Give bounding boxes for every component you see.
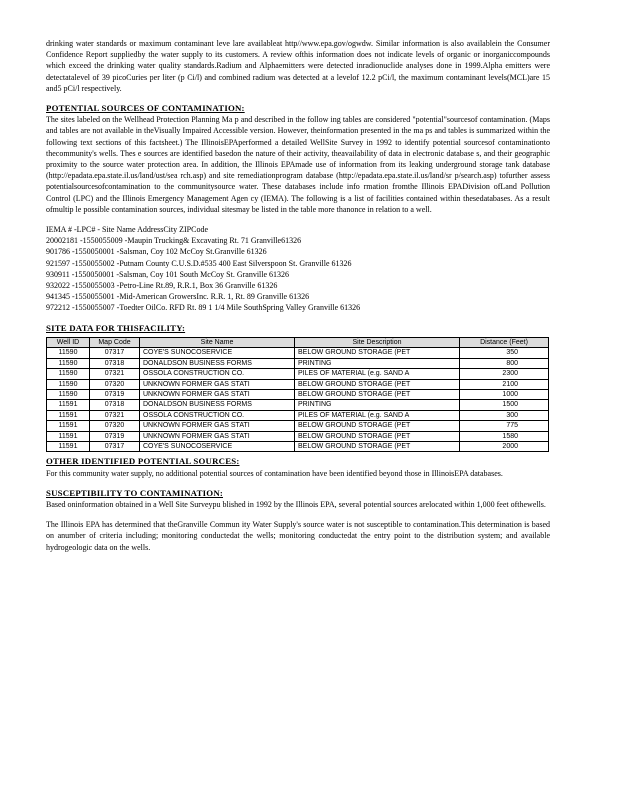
cell-well-id: 11590 bbox=[47, 369, 90, 379]
cell-site-name: COYE'S SUNOCOSERVICE bbox=[140, 348, 295, 358]
susceptibility-body-1: Based oninformation obtained in a Well Site Surveypu blished in 1992 by the Illinois EPA, several potential sources arelocated within 1,000 feet ofthewells. bbox=[46, 499, 546, 509]
potential-sources-heading: POTENTIAL SOURCES OF CONTAMINATION: bbox=[46, 103, 245, 114]
table-row bbox=[47, 389, 549, 399]
cell-map-code: 07317 bbox=[90, 441, 140, 451]
cell-well-id: 11591 bbox=[47, 441, 90, 451]
cell-map-code: 07321 bbox=[90, 410, 140, 420]
cell-site-name: OSSOLA CONSTRUCTION CO. bbox=[140, 410, 295, 420]
table-row bbox=[47, 410, 549, 420]
iepa-facility-list bbox=[46, 224, 550, 314]
susceptibility-heading: SUSCEPTIBILITY TO CONTAMINATION: bbox=[46, 487, 223, 498]
site-data-table bbox=[46, 337, 549, 452]
cell-site-name: COYE'S SUNOCOSERVICE bbox=[140, 441, 295, 451]
cell-distance: 775 bbox=[460, 421, 549, 431]
table-row bbox=[47, 369, 549, 379]
susceptibility-body-2: The Illinois EPA has determined that theGranville Commun ity Water Supply's source water is not susceptible to contamination.This determination is based on anumber of criteria including; monitoring conductedat the wells; monitoring conductedat the entry point to the distribution system; and available hydrogeologic data on the wells. bbox=[46, 520, 550, 552]
cell-well-id: 11591 bbox=[47, 431, 90, 441]
cell-site-description: PRINTING bbox=[295, 400, 460, 410]
column-header: Distance (Feet) bbox=[460, 337, 549, 347]
cell-map-code: 07318 bbox=[90, 358, 140, 368]
table-row bbox=[47, 421, 549, 431]
iepa-list-row: 20002181 -1550055009 -Maupin Trucking& Excavating Rt. 71 Granville61326 bbox=[46, 236, 302, 246]
table-row bbox=[47, 358, 549, 368]
cell-site-description: BELOW GROUND STORAGE (PET bbox=[295, 421, 460, 431]
cell-map-code: 07321 bbox=[90, 369, 140, 379]
column-header: Map Code bbox=[90, 337, 140, 347]
table-row bbox=[47, 348, 549, 358]
cell-site-description: BELOW GROUND STORAGE (PET bbox=[295, 348, 460, 358]
table-row bbox=[47, 400, 549, 410]
cell-site-name: DONALDSON BUSINESS FORMS bbox=[140, 400, 295, 410]
table-row bbox=[47, 431, 549, 441]
cell-site-description: BELOW GROUND STORAGE (PET bbox=[295, 379, 460, 389]
intro-paragraph: drinking water standards or maximum contaminant leve lare availableat http//www.epa.gov/ogwdw. Similar information is also availablein the Consumer Confidence Report suppliedby the water supply to its customers. A review ofthis information does not indicate levels of organic or inorganiccompounds which exceed the drinking water quality standards.Radium and Alphaemitters were detected inradionuclide analyses done in 1999.Alpha emitters were detectatalevel of 39 picoCuries per liter (p Ci/l) and combined radium was detected at a levelof 12.2 pCi/l, the maximum contaminant levels(MCL)are 15 and5 pCi/l respectively. bbox=[46, 39, 550, 93]
column-header: Site Name bbox=[140, 337, 295, 347]
cell-distance: 1000 bbox=[460, 389, 549, 399]
site-data-heading: SITE DATA FOR THISFACILITY: bbox=[46, 322, 186, 333]
cell-map-code: 07320 bbox=[90, 421, 140, 431]
table-header-row bbox=[47, 337, 549, 347]
cell-site-description: PRINTING bbox=[295, 358, 460, 368]
cell-site-description: PILES OF MATERIAL (e.g. SAND A bbox=[295, 369, 460, 379]
cell-well-id: 11590 bbox=[47, 379, 90, 389]
cell-distance: 1500 bbox=[460, 400, 549, 410]
document-page bbox=[46, 38, 550, 553]
cell-site-name: UNKNOWN FORMER GAS STATI bbox=[140, 431, 295, 441]
cell-distance: 2100 bbox=[460, 379, 549, 389]
iepa-list-row: 932022 -1550055003 -Petro-Line Rt.89, R.R.1, Box 36 Granville 61326 bbox=[46, 281, 278, 291]
cell-map-code: 07320 bbox=[90, 379, 140, 389]
cell-distance: 300 bbox=[460, 410, 549, 420]
cell-site-description: BELOW GROUND STORAGE (PET bbox=[295, 441, 460, 451]
cell-site-name: UNKNOWN FORMER GAS STATI bbox=[140, 421, 295, 431]
cell-site-name: OSSOLA CONSTRUCTION CO. bbox=[140, 369, 295, 379]
cell-site-name: UNKNOWN FORMER GAS STATI bbox=[140, 389, 295, 399]
cell-site-name: UNKNOWN FORMER GAS STATI bbox=[140, 379, 295, 389]
cell-distance: 1580 bbox=[460, 431, 549, 441]
iepa-list-row: 921597 -1550055002 -Putnam County C.U.S.D.#535 400 East Silverspoon St. Granville 61326 bbox=[46, 258, 352, 268]
cell-site-description: PILES OF MATERIAL (e.g. SAND A bbox=[295, 410, 460, 420]
cell-well-id: 11591 bbox=[47, 400, 90, 410]
cell-distance: 800 bbox=[460, 358, 549, 368]
cell-well-id: 11590 bbox=[47, 389, 90, 399]
cell-well-id: 11590 bbox=[47, 358, 90, 368]
column-header: Well ID bbox=[47, 337, 90, 347]
iepa-list-row: 930911 -1550050001 -Salsman, Coy 101 South McCoy St. Granville 61326 bbox=[46, 269, 290, 279]
iepa-list-row: 941345 -1550055001 -Mid-American GrowersInc. R.R. 1, Rt. 89 Granville 61326 bbox=[46, 292, 310, 302]
cell-map-code: 07319 bbox=[90, 431, 140, 441]
cell-map-code: 07318 bbox=[90, 400, 140, 410]
potential-sources-body: The sites labeled on the Wellhead Protection Planning Ma p and described in the follow ing tables are considered "potential"sourcesof contamination. (Maps and tables are not available in theVisually Impaired Accessible version. However, theinformation presented in the ma ps and tables is summarized within the following text sections of this factsheet.) The IllinoisEPAperformed a detailed WellSite Survey in 1992 to identify potential sourcesof contaminationto thecommunity's wells. Thes e sources are identified basedon the nature of their activity, theavailability of data in electronic database s, and their geographic proximity to the source water protection area. In addition, the Illinois EPAmade use of information from its leaking underground storage tank database (http://epadata.epa.state.il.us/land/ust/sea rch.asp) and site remediationprogram database (http://epadata.epa.state.il.us/land/sr p/search.asp) tofurther assess potentialsourcesofcontamination to the communitysource water. These databases include info rmation fromthe Illinois EPADivision ofLand Pollution Control (LPC) and the Illinois Emergency Management Agen cy (IEMA). The following is a list of facilities contained within thesedatabases. As a result ofmultip le possible contamination sources, individual sitesmay be listed in the table more thanonce in relation to a well. bbox=[46, 115, 550, 214]
iepa-list-row: 901786 -1550050001 -Salsman, Coy 102 McCoy St.Granville 61326 bbox=[46, 247, 267, 257]
iepa-list-header: IEMA # -LPC# - Site Name AddressCity ZIPCode bbox=[46, 225, 208, 235]
other-sources-body: For this community water supply, no additional potential sources of contamination have been identified beyond those in IllinoisEPA databases. bbox=[46, 468, 503, 478]
cell-site-description: BELOW GROUND STORAGE (PET bbox=[295, 431, 460, 441]
other-sources-heading: OTHER IDENTIFIED POTENTIAL SOURCES: bbox=[46, 456, 240, 467]
cell-well-id: 11591 bbox=[47, 410, 90, 420]
cell-map-code: 07319 bbox=[90, 389, 140, 399]
cell-site-name: DONALDSON BUSINESS FORMS bbox=[140, 358, 295, 368]
cell-distance: 350 bbox=[460, 348, 549, 358]
cell-well-id: 11590 bbox=[47, 348, 90, 358]
cell-distance: 2300 bbox=[460, 369, 549, 379]
iepa-list-row: 972212 -1550055007 -Toedter OilCo. RFD Rt. 89 1 1/4 Mile SouthSpring Valley Granville 61326 bbox=[46, 303, 361, 313]
table-row bbox=[47, 441, 549, 451]
cell-distance: 2000 bbox=[460, 441, 549, 451]
cell-map-code: 07317 bbox=[90, 348, 140, 358]
cell-well-id: 11591 bbox=[47, 421, 90, 431]
column-header: Site Description bbox=[295, 337, 460, 347]
table-row bbox=[47, 379, 549, 389]
cell-site-description: BELOW GROUND STORAGE (PET bbox=[295, 389, 460, 399]
